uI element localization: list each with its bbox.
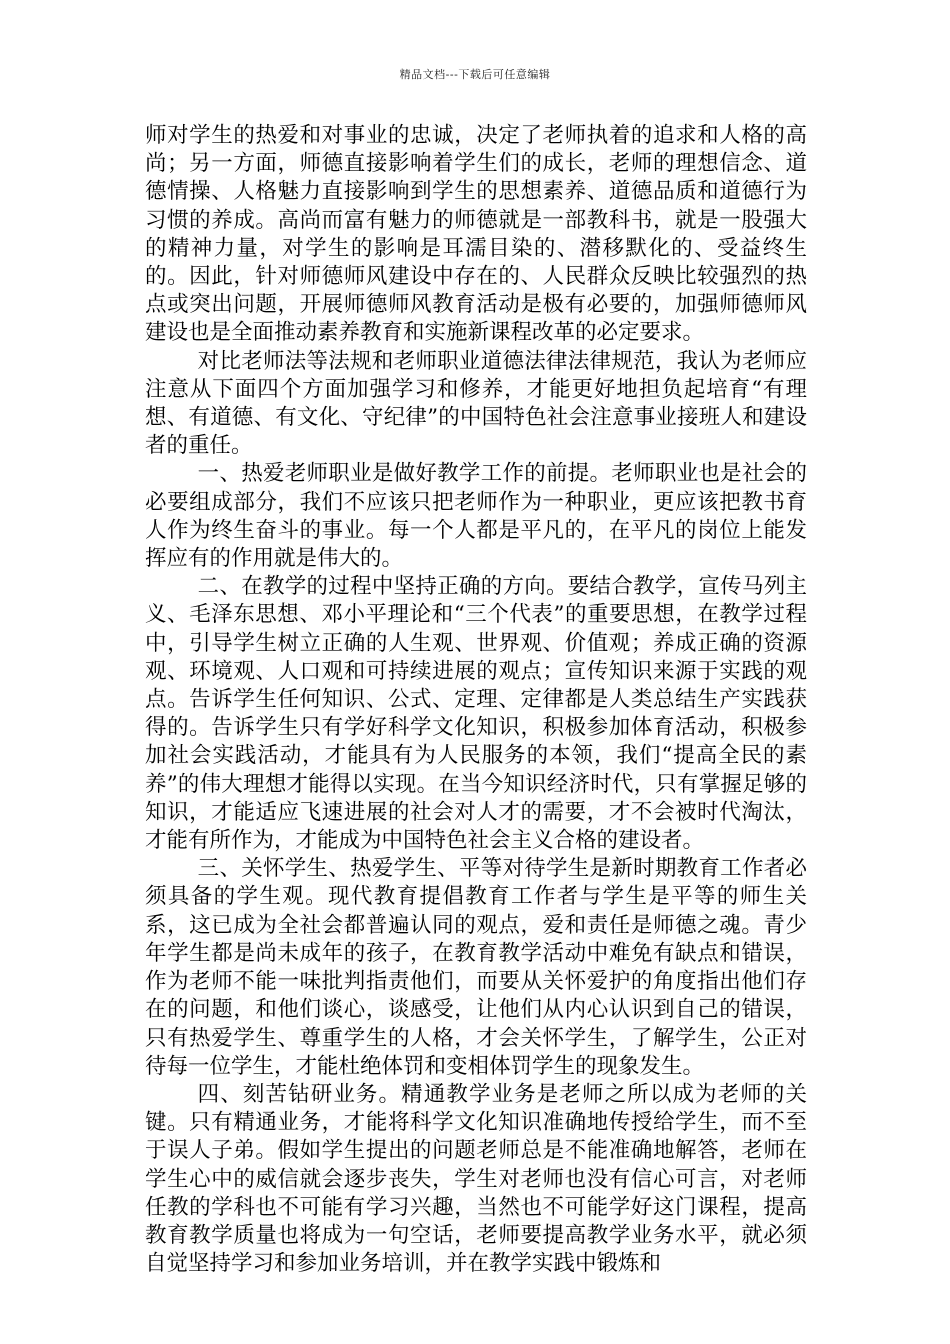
paragraph-continuation: 师对学生的热爱和对事业的忠诚，决定了老师执着的追求和人格的高尚；另一方面，师德直接影响着学生们的成长，老师的理想信念、道德情操、人格魅力直接影响到学生的思想素养、道德品质和道德行为习惯的养成。高尚而富有魅力的师德就是一部教科书，就是一股强大的精神力量，对学生的影响是耳濡目染的、潜移默化的、受益终生的。因此，针对师德师风建设中存在的、人民群众反映比较强烈的热点或突出问题，开展师德师风教育活动是极有必要的，加强师德师风建设也是全面推动素养教育和实施新课程改革的必定要求。 bbox=[145, 123, 807, 346]
paragraph-intro: 对比老师法等法规和老师职业道德法律法律规范，我认为老师应注意从下面四个方面加强学习和修养，才能更好地担负起培育“有理想、有道德、有文化、守纪律”的中国特色社会注意事业接班人和建设者的重任。 bbox=[145, 348, 807, 459]
paragraph-point-4: 四、刻苦钻研业务。精通教学业务是老师之所以成为老师的关键。只有精通业务，才能将科学文化知识准确地传授给学生，而不至于误人子弟。假如学生提出的问题老师总是不能准确地解答，老师在学生心中的威信就会逐步丧失，学生对老师也没有信心可言，对老师任教的学科也不可能有学习兴趣，当然也不可能学好这门课程，提高教育教学质量也将成为一句空话，老师要提高教学业务水平，就必须自觉坚持学习和参加业务培训，并在教学实践中锻炼和 bbox=[145, 1081, 807, 1277]
paragraph-point-2: 二、在教学的过程中坚持正确的方向。要结合教学，宣传马列主义、毛泽东思想、邓小平理论和“三个代表”的重要思想，在教学过程中，引导学生树立正确的人生观、世界观、价值观；养成正确的资源观、环境观、人口观和可持续进展的观点；宣传知识来源于实践的观点。告诉学生任何知识、公式、定理、定律都是人类总结生产实践获得的。告诉学生只有学好科学文化知识，积极参加体育活动，积极参加社会实践活动，才能具有为人民服务的本领，我们“提高全民的素养”的伟大理想才能得以实现。在当今知识经济时代，只有掌握足够的知识，才能适应飞速进展的社会对人才的需要，才不会被时代淘汰，才能有所作为，才能成为中国特色社会主义合格的建设者。 bbox=[145, 574, 807, 854]
page-header: 精品文档---下载后可任意编辑 bbox=[399, 68, 551, 81]
document-body bbox=[145, 122, 807, 1278]
paragraph-point-1: 一、热爱老师职业是做好教学工作的前提。老师职业也是社会的必要组成部分，我们不应该只把老师作为一种职业，更应该把教书育人作为终生奋斗的事业。每一个人都是平凡的，在平凡的岗位上能发挥应有的作用就是伟大的。 bbox=[145, 461, 807, 572]
paragraph-point-3: 三、关怀学生、热爱学生、平等对待学生是新时期教育工作者必须具备的学生观。现代教育提倡教育工作者与学生是平等的师生关系，这已成为全社会都普遍认同的观点，爱和责任是师德之魂。青少年学生都是尚未成年的孩子，在教育教学活动中难免有缺点和错误，作为老师不能一味批判指责他们，而要从关怀爱护的角度指出他们存在的问题，和他们谈心，谈感受，让他们从内心认识到自己的错误，只有热爱学生、尊重学生的人格，才会关怀学生，了解学生，公正对待每一位学生，才能杜绝体罚和变相体罚学生的现象发生。 bbox=[145, 856, 807, 1079]
